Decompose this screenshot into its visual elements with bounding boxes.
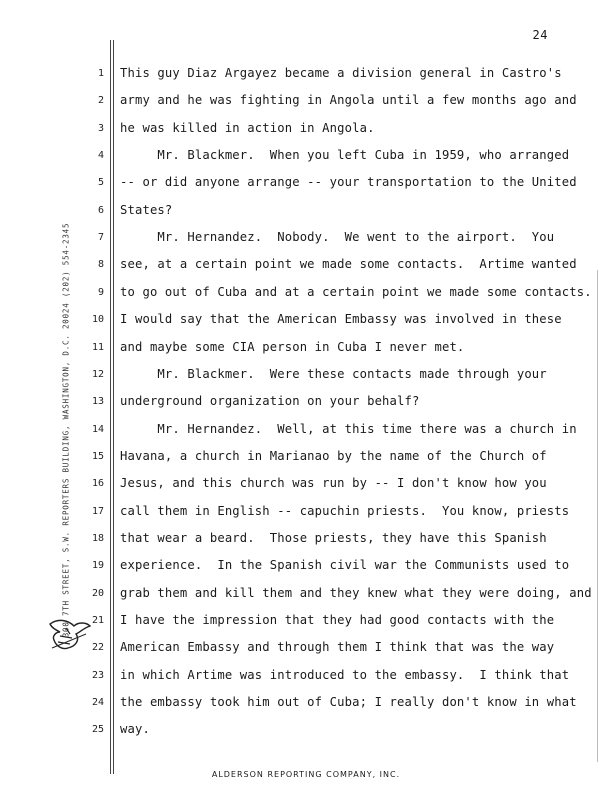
line-number: 3: [97, 122, 104, 134]
line-number: 23: [91, 669, 104, 681]
transcript-line: [0, 148, 612, 166]
transcript-line: [0, 394, 612, 412]
footer-company-name: ALDERSON REPORTING COMPANY, INC.: [211, 770, 401, 779]
line-text: army and he was fighting in Angola until a few months ago and: [120, 93, 577, 108]
transcript-line: [0, 476, 612, 494]
transcript-line: [0, 66, 612, 84]
transcript-line: [0, 367, 612, 385]
line-text: Mr. Blackmer. When you left Cuba in 1959, who arranged: [120, 148, 570, 163]
line-number: 20: [91, 587, 104, 599]
line-text: he was killed in action in Angola.: [120, 120, 375, 135]
line-number: 5: [97, 177, 104, 189]
line-text: the embassy took him out of Cuba; I really don't know in what: [120, 695, 577, 710]
line-number: 21: [91, 615, 104, 626]
line-text: This guy Diaz Argayez became a division general in Castro's: [120, 66, 562, 80]
line-number: 1: [97, 68, 104, 79]
transcript-line: [0, 531, 612, 549]
line-text: underground organization on your behalf?: [120, 394, 420, 409]
page-number: 24: [532, 28, 548, 42]
transcript-line: [0, 449, 612, 467]
line-number: 25: [91, 724, 104, 736]
line-text: way.: [120, 722, 150, 737]
line-number: 6: [97, 204, 104, 216]
line-text: see, at a certain point we made some contacts. Artime wanted: [120, 257, 577, 272]
line-number: 18: [91, 532, 104, 544]
line-text: States?: [120, 202, 173, 217]
transcript-line: [0, 121, 612, 139]
transcript-line: [0, 668, 612, 686]
line-number: 2: [97, 95, 104, 107]
line-number: 4: [97, 150, 104, 162]
line-text: to go out of Cuba and at a certain point we made some contacts.: [120, 284, 592, 299]
transcript-line: [0, 504, 612, 522]
transcript-line: [0, 340, 612, 358]
transcript-line: [0, 586, 612, 604]
line-number: 16: [91, 478, 104, 490]
reporter-address-margin-text: 300 7TH STREET, S.W. REPORTERS BUILDING, WASHINGTON, D.C. 20024 (202) 554-2345: [61, 222, 71, 638]
transcript-line: [0, 613, 612, 631]
line-number: 7: [97, 232, 104, 244]
transcript-line: [0, 312, 612, 330]
line-text: -- or did anyone arrange -- your transportation to the United: [120, 175, 577, 190]
transcript-line: [0, 93, 612, 111]
transcript-line: [0, 285, 612, 303]
line-number: 13: [91, 396, 104, 408]
line-text: Havana, a church in Marianao by the name of the Church of: [120, 448, 547, 463]
line-text: I would say that the American Embassy was involved in these: [120, 312, 562, 327]
transcript-line: [0, 558, 612, 576]
line-number: 8: [97, 259, 104, 271]
line-text: Mr. Hernandez. Nobody. We went to the airport. You: [120, 230, 555, 245]
line-text: grab them and kill them and they knew what they were doing, and: [120, 585, 592, 600]
transcript-line: [0, 695, 612, 713]
line-text: Jesus, and this church was run by -- I don't know how you: [120, 476, 547, 491]
line-text: that wear a beard. Those priests, they have this Spanish: [120, 530, 547, 545]
transcript-line: [0, 640, 612, 658]
line-text: Mr. Hernandez. Well, at this time there was a church in: [120, 421, 577, 436]
transcript-line: [0, 230, 612, 248]
line-number: 17: [91, 505, 104, 517]
transcript-line: [0, 722, 612, 740]
line-number: 10: [91, 314, 104, 326]
transcript-line: [0, 257, 612, 275]
line-text: and maybe some CIA person in Cuba I never met.: [120, 339, 465, 354]
transcript-line: [0, 422, 612, 440]
line-text: American Embassy and through them I think that was the way: [120, 640, 555, 655]
transcript-line: [0, 175, 612, 193]
line-text: in which Artime was introduced to the embassy. I think that: [120, 667, 570, 682]
line-number: 12: [91, 368, 104, 380]
line-text: call them in English -- capuchin priests. You know, priests: [120, 503, 570, 518]
line-text: I have the impression that they had good contacts with the: [120, 613, 555, 627]
line-text: Mr. Blackmer. Were these contacts made through your: [120, 366, 547, 381]
line-number: 19: [91, 560, 104, 572]
line-text: experience. In the Spanish civil war the Communists used to: [120, 558, 570, 573]
line-number: 15: [91, 450, 104, 462]
line-number: 14: [91, 423, 104, 435]
line-number: 24: [91, 697, 104, 709]
line-number: 22: [91, 642, 104, 654]
transcript-line: [0, 203, 612, 221]
line-number: 11: [91, 341, 104, 353]
line-number: 9: [97, 286, 104, 298]
